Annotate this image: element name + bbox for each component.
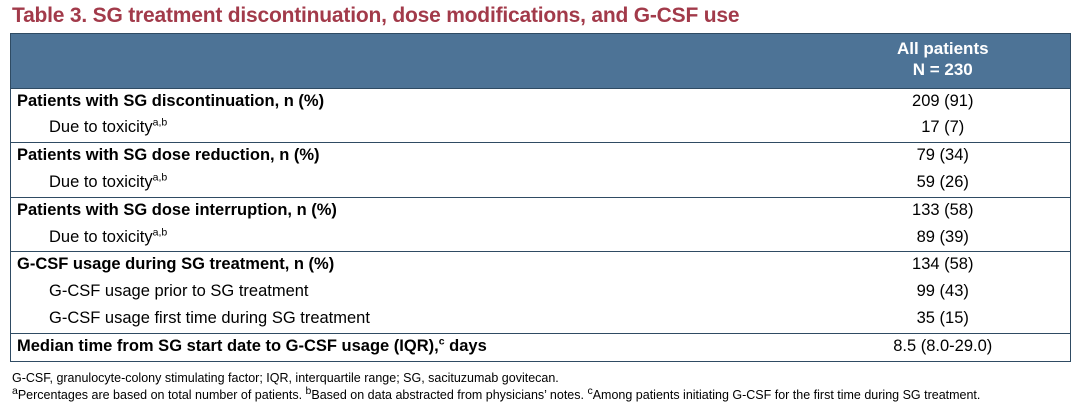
row-label-superscript: a,b: [152, 171, 168, 184]
row-label-cell: [11, 279, 816, 306]
footnote-text-b: Based on data abstracted from physicians’ notes.: [311, 388, 588, 403]
table-row: [11, 333, 1071, 361]
row-label-cell: [11, 88, 816, 115]
footnote-abbreviations: G-CSF, granulocyte-colony stimulating factor; IQR, interquartile range; SG, sacituzumab govitecan.: [12, 370, 559, 385]
table-row: [11, 115, 1071, 142]
row-label: Patients with SG dose reduction, n (%): [17, 146, 320, 165]
table-row: [11, 143, 1071, 170]
footnotes: [10, 370, 1070, 406]
column-header-all-patients-line2: N = 230: [912, 59, 973, 79]
row-label: G-CSF usage first time during SG treatment: [49, 308, 370, 327]
footnote-text-a: Percentages are based on total number of patients.: [17, 388, 306, 403]
column-header-all-patients: [816, 34, 1071, 88]
row-label-cell: [11, 306, 816, 333]
table-row: [11, 170, 1071, 197]
table-row: [11, 88, 1071, 115]
table-row: [11, 252, 1071, 279]
row-label: G-CSF usage prior to SG treatment: [49, 282, 309, 301]
row-label-cell: [11, 115, 816, 142]
row-label: [17, 228, 167, 248]
row-value-cell: 209 (91): [816, 88, 1071, 115]
table-header: [11, 34, 1071, 88]
footnote-marker-a: a: [12, 385, 18, 398]
page-title: Table 3. SG treatment discontinuation, dose modifications, and G-CSF use: [12, 4, 740, 27]
footnote-notes: [12, 387, 1070, 405]
footnote-marker-c: c: [587, 385, 593, 398]
row-label: Patients with SG discontinuation, n (%): [17, 91, 325, 110]
row-label: G-CSF usage during SG treatment, n (%): [17, 255, 335, 274]
row-label-suffix: days: [444, 336, 487, 355]
row-label-superscript: c: [438, 335, 445, 348]
column-header-label: [11, 34, 816, 88]
row-label-cell: [11, 170, 816, 197]
row-label: [17, 173, 167, 193]
row-label-cell: [11, 252, 816, 279]
row-value-cell: 89 (39): [916, 227, 969, 246]
table-row: [11, 306, 1071, 333]
row-label-cell: [11, 225, 816, 252]
row-label: [17, 337, 487, 355]
row-label-superscript: a,b: [152, 226, 168, 239]
row-label-superscript: a,b: [152, 116, 168, 129]
row-label-cell: [11, 333, 816, 361]
footnote-text-c: Among patients initiating G-CSF for the first time during SG treatment.: [592, 388, 981, 403]
footnote-marker-b: b: [305, 385, 312, 398]
row-value-cell: 59 (26): [916, 172, 969, 191]
row-label: Patients with SG dose interruption, n (%): [17, 200, 337, 219]
row-value-cell: 99 (43): [916, 282, 969, 301]
table-header-row: [11, 34, 1071, 88]
row-label: [17, 118, 167, 138]
row-value-cell: 79 (34): [816, 143, 1071, 170]
row-value-cell: 17 (7): [921, 118, 965, 137]
table-row: [11, 197, 1071, 224]
row-label-cell: [11, 143, 816, 170]
row-label-text: Median time from SG start date to G-CSF usage (IQR),: [17, 336, 439, 355]
row-label-text: Due to toxicity: [49, 172, 153, 191]
row-label-cell: [11, 197, 816, 224]
column-header-all-patients-line1: All patients: [896, 39, 989, 59]
row-value-cell: 133 (58): [816, 197, 1071, 224]
row-value-cell: 8.5 (8.0-29.0): [816, 333, 1071, 361]
row-value-cell: 134 (58): [816, 252, 1071, 279]
table-row: [11, 225, 1071, 252]
row-label-text: Due to toxicity: [49, 227, 153, 246]
table-row: [11, 279, 1071, 306]
row-label-text: Due to toxicity: [49, 118, 153, 137]
row-value-cell: 35 (15): [916, 308, 969, 327]
table-body: [11, 88, 1071, 361]
data-table: [10, 33, 1071, 361]
